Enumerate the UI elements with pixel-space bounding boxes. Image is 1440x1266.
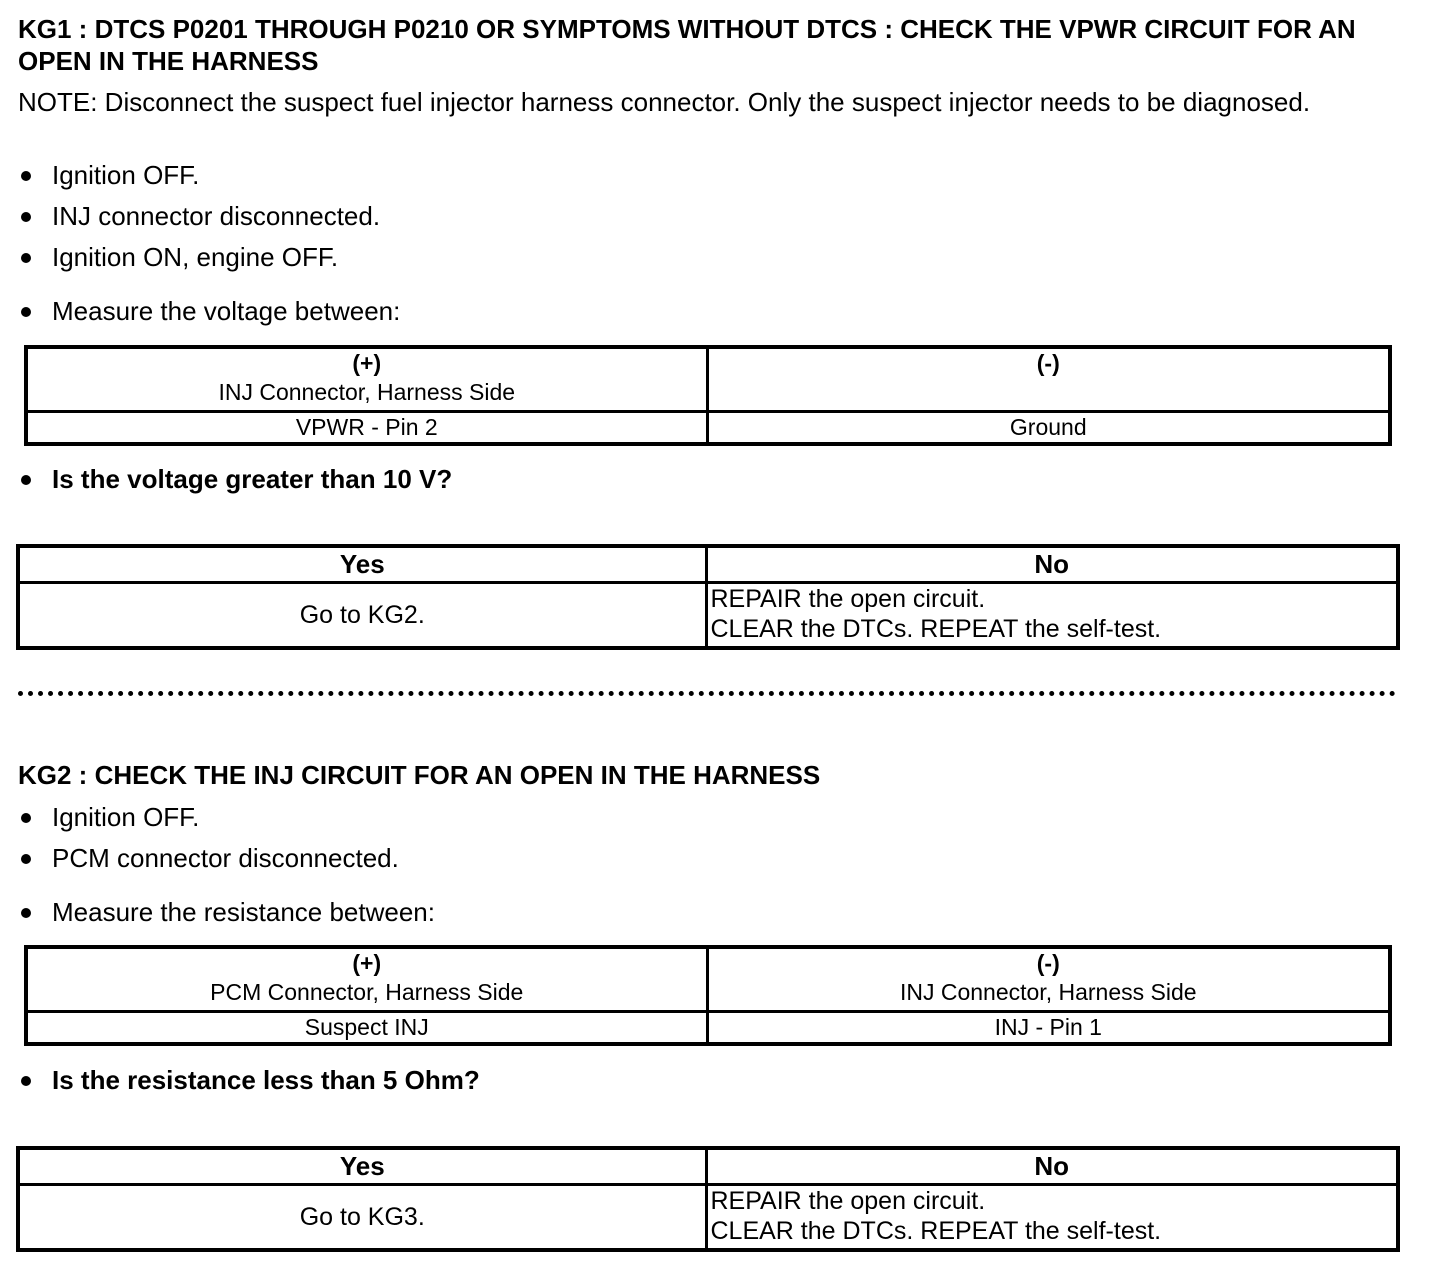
kg1-measure-plus-value: VPWR - Pin 2 xyxy=(26,411,707,444)
kg2-yes-action: Go to KG3. xyxy=(18,1184,706,1250)
bullet-icon xyxy=(21,813,31,823)
bullet-icon xyxy=(21,908,31,918)
bullet-icon xyxy=(21,212,31,222)
kg2-heading: KG2 : CHECK THE INJ CIRCUIT FOR AN OPEN IN THE HARNESS xyxy=(18,760,821,790)
kg1-no-header: No xyxy=(706,546,1398,582)
kg1-note: NOTE: Disconnect the suspect fuel injector harness connector. Only the suspect injector needs to be diagnosed. xyxy=(18,87,1311,117)
kg1-measure-table xyxy=(24,345,1392,446)
section-divider xyxy=(18,691,1396,696)
kg2-no-action: REPAIR the open circuit. CLEAR the DTCs. REPEAT the self-test. xyxy=(706,1184,1398,1250)
kg1-measure-minus-value: Ground xyxy=(707,411,1390,444)
kg1-yes-action: Go to KG2. xyxy=(18,582,706,648)
kg1-measure-plus-header: (+) INJ Connector, Harness Side xyxy=(26,347,707,411)
bullet-icon xyxy=(21,475,31,485)
bullet-icon xyxy=(21,171,31,181)
kg1-result-table xyxy=(16,544,1400,650)
kg1-heading: KG1 : DTCS P0201 THROUGH P0210 OR SYMPTOMS WITHOUT DTCS : CHECK THE VPWR CIRCUIT FOR AN OPEN IN THE HARNESS xyxy=(18,14,1356,76)
kg1-measure-minus-header: (-) xyxy=(707,347,1390,411)
kg2-no-header: No xyxy=(706,1148,1398,1184)
bullet-icon xyxy=(21,1076,31,1086)
kg1-yes-header: Yes xyxy=(18,546,706,582)
kg2-measure-table xyxy=(24,945,1392,1046)
kg2-measure-minus-header: (-) INJ Connector, Harness Side xyxy=(707,947,1390,1011)
kg1-no-action: REPAIR the open circuit. CLEAR the DTCs. REPEAT the self-test. xyxy=(706,582,1398,648)
kg2-measure-plus-value: Suspect INJ xyxy=(26,1011,707,1044)
kg2-measure-plus-header: (+) PCM Connector, Harness Side xyxy=(26,947,707,1011)
kg2-result-table xyxy=(16,1146,1400,1252)
bullet-icon xyxy=(21,854,31,864)
bullet-icon xyxy=(21,307,31,317)
kg2-measure-minus-value: INJ - Pin 1 xyxy=(707,1011,1390,1044)
bullet-icon xyxy=(21,253,31,263)
kg2-yes-header: Yes xyxy=(18,1148,706,1184)
